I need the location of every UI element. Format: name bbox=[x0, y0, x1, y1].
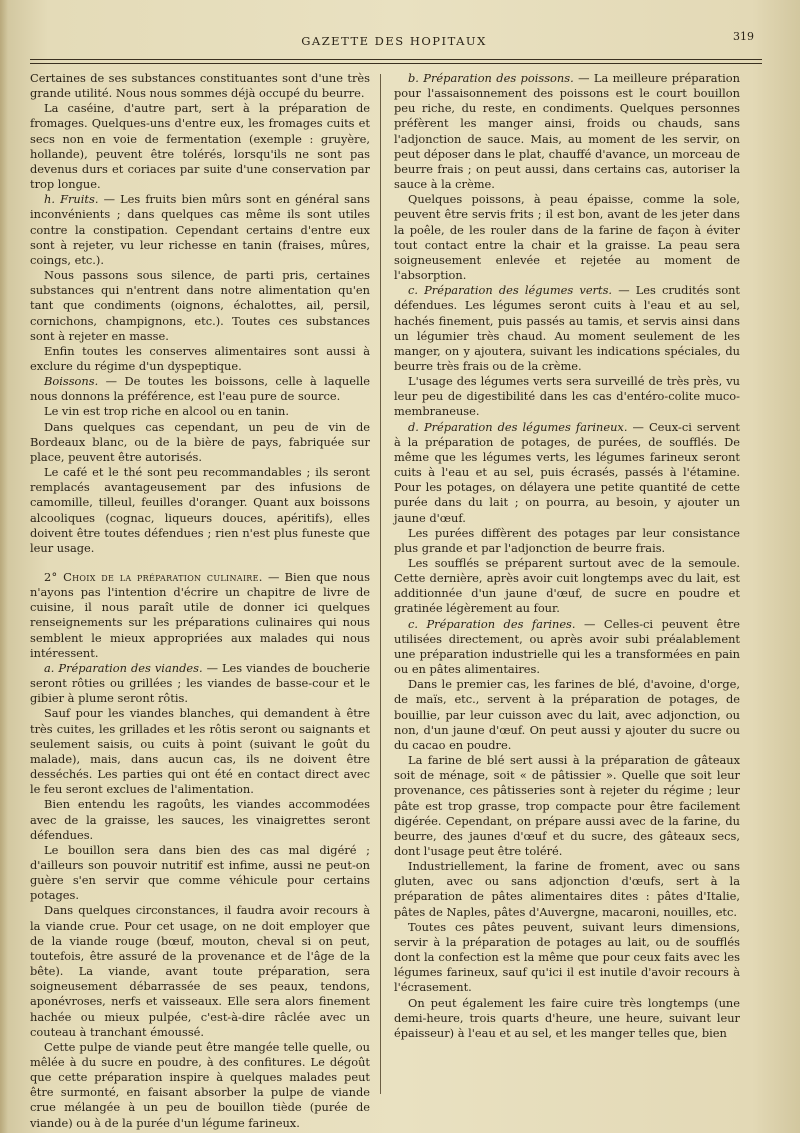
paragraph bbox=[30, 374, 370, 404]
paragraph bbox=[394, 283, 740, 374]
subsection-lead: h. Fruits. bbox=[44, 192, 99, 207]
paragraph: Toutes ces pâtes peuvent, suivant leurs dimensions, servir à la préparation de potages au lait, ou de soufflés dont la confection est la même que pour ceux faits avec les légumes farineux, sauf qu'ici il est inutile d'avoir recours à l'écrasement. bbox=[394, 919, 740, 995]
paragraph bbox=[394, 617, 740, 678]
paragraph bbox=[394, 420, 740, 526]
paragraph: Quelques poissons, à peau épaisse, comme la sole, peuvent être servis frits ; il est bon, avant de les jeter dans la poêle, de les rouler dans de la farine de façon à éviter tout contact entre la chair et la graisse. La peau sera soigneusement enlevée et rejetée au moment de l'absorption. bbox=[394, 192, 740, 283]
column-divider bbox=[380, 74, 381, 1094]
subsection-lead: b. Préparation des poissons. bbox=[408, 71, 574, 85]
paragraph: Le bouillon sera dans bien des cas mal digéré ; d'ailleurs son pouvoir nutritif est infime, aussi ne peut-on guère s'en servir que comme véhicule pour certains potages. bbox=[30, 842, 370, 903]
paragraph: La caséine, d'autre part, sert à la préparation de fromages. Quelques-uns d'entre eux, les fromages cuits et secs non en voie de fermentation (exemple : gruyère, hollande), peuvent être tolérés, lorsqu'ils ne sont pas devenus durs et coriaces par suite d'une conservation par trop longue. bbox=[30, 101, 370, 192]
paragraph bbox=[30, 661, 370, 706]
page-header bbox=[28, 30, 760, 52]
paragraph: On peut également les faire cuire très longtemps (une demi-heure, trois quarts d'heure, une heure, suivant leur épaisseur) à l'eau et au sel, et les manger telles que, bien bbox=[394, 995, 740, 1040]
paragraph: Les soufflés se préparent surtout avec de la semoule. Cette dernière, après avoir cuit longtemps avec du lait, est additionnée d'un jaune d'œuf, de sucre en poudre et gratinée légèrement au four. bbox=[394, 556, 740, 616]
header-rule bbox=[30, 59, 762, 60]
subsection-lead: a. Préparation des viandes. bbox=[44, 660, 203, 675]
paragraph: Le vin est trop riche en alcool ou en tanin. bbox=[44, 404, 290, 419]
subsection-lead: c. Préparation des légumes verts. bbox=[408, 283, 613, 298]
header-rule-thin bbox=[30, 63, 762, 64]
paragraph: La farine de blé sert aussi à la préparation de gâteaux soit de ménage, soit « de pâtissier ». Quelle que soit leur provenance, ces pâtisseries sont à rejeter du régime ; leur pâte est trop grasse, trop compacte pour être facilement digérée. Cependant, on prépare aussi avec de la farine, du beurre, des jaunes d'œuf et du sucre, des gâteaux secs, dont l'usage peut être toléré. bbox=[394, 753, 740, 858]
paragraph: Certaines de ses substances constituantes sont d'une très grande utilité. Nous nous sommes déjà occupé du beurre. bbox=[30, 71, 370, 101]
subsection-lead: d. Préparation des légumes farineux. bbox=[408, 419, 628, 434]
paragraph: Le café et le thé sont peu recommandables ; ils seront remplacés avantageusement par des infusions de camomille, tilleul, feuilles d'oranger. Quant aux boissons alcooliques (cognac, liqueurs douces, apéritifs), elles doivent être toutes défendues ; rien n'est plus funeste que leur usage. bbox=[30, 465, 370, 555]
paragraph-text: — Les crudités sont défendues. Les légumes seront cuits à l'eau et au sel, hachés finement, puis passés au tamis, et servis ainsi dans un légumier très chaud. Au moment seulement de les manger, on y ajoutera, suivant les indications spéciales, du beurre très frais ou de la crème. bbox=[394, 283, 741, 373]
subsection-lead: c. Préparation des farines. bbox=[408, 616, 576, 631]
paragraph: Sauf pour les viandes blanches, qui demandent à être très cuites, les grillades et les rôtis seront ou saignants et seulement saisis, ou cuits à point (suivant le goût du malade), mais, dans aucun cas, ils ne doivent être desséchés. Les parties qui ont été en contact direct avec le feu seront exclues de l'alimentation. bbox=[30, 706, 370, 797]
left-column bbox=[30, 71, 370, 1131]
paragraph: Les purées diffèrent des potages par leur consistance plus grande et par l'adjonction de beurre frais. bbox=[394, 525, 740, 555]
paragraph-text: — Les fruits bien mûrs sont en général sans inconvénients ; dans quelques cas même ils sont utiles contre la constipation. Cependant certains d'entre eux sont à rejeter, vu leur richesse en tanin (fraises, mûres, coings, etc.). bbox=[30, 192, 370, 267]
paragraph: Dans quelques cas cependant, un peu de vin de Bordeaux blanc, ou de la bière de pays, fabriquée sur place, peuvent être autorisés. bbox=[30, 419, 370, 464]
paragraph bbox=[30, 192, 370, 268]
journal-title: GAZETTE DES HOPITAUX bbox=[301, 34, 487, 48]
paragraph: Cette pulpe de viande peut être mangée telle quelle, ou mêlée à du sucre en poudre, à des confitures. Le dégoût que cette préparation inspire à quelques malades peut être surmonté, en faisant absorber la pulpe de viande crue mélangée à un peu de bouillon tiède (purée de viande) ou à de la purée d'un légume farineux. bbox=[30, 1039, 370, 1130]
paragraph: Industriellement, la farine de froment, avec ou sans gluten, avec ou sans adjonction d'œufs, sert à la préparation de pâtes alimentaires dites : pâtes d'Italie, pâtes de Naples, pâtes d'Auvergne, macaroni, nouilles, etc. bbox=[394, 859, 740, 919]
paragraph bbox=[394, 71, 740, 192]
paragraph-text: — La meilleure préparation pour l'assaisonnement des poissons est le court bouillon peu riche, du reste, en condiments. Quelques personnes préfèrent les manger ainsi, froids ou chauds, sans l'adjonction de sauce. Mais, au moment de les servir, on peut déposer dans le plat, chauffé d'avance, un morceau de beurre frais ; on peut aussi, dans certains cas, autoriser la sauce à la crème. bbox=[394, 71, 740, 192]
paragraph: L'usage des légumes verts sera surveillé de très près, vu leur peu de digestibilité dans les cas d'entéro-colite muco-membraneuse. bbox=[394, 374, 740, 419]
paragraph-text: — De toutes les boissons, celle à laquelle nous donnons la préférence, est l'eau pure de source. bbox=[30, 374, 370, 404]
paragraph bbox=[30, 570, 370, 661]
paragraph-text: — Ceux-ci servent à la préparation de potages, de purées, de soufflés. De même que les légumes verts, les légumes farineux seront cuits à l'eau et au sel, puis écrasés, passés à l'étamine. Pour les potages, on délayera une petite quantité de cette purée dans du lait ; on pourra, au besoin, y ajouter un jaune d'œuf. bbox=[394, 419, 740, 525]
paragraph: Dans quelques circonstances, il faudra avoir recours à la viande crue. Pour cet usage, on ne doit employer que de la viande rouge (bœuf, mouton, cheval si on peut, toutefois, être assuré de la provenance et de l'âge de la bête). La viande, avant toute préparation, sera soigneusement débarrassée de ses peaux, tendons, aponévroses, nerfs et vaisseaux. Elle sera alors finement hachée ou mieux pulpée, c'est-à-dire râclée avec un couteau à tranchant émoussé. bbox=[30, 903, 370, 1039]
page-edge-shadow bbox=[0, 0, 8, 1133]
paragraph: Enfin toutes les conserves alimentaires sont aussi à exclure du régime d'un dyspeptique. bbox=[30, 343, 370, 373]
paragraph-text: — Celles-ci peuvent être utilisées directement, ou après avoir subi préalablement une préparation industrielle qui les a transformées en pain ou en pâtes alimentaires. bbox=[394, 616, 740, 677]
right-column bbox=[394, 71, 740, 1041]
paragraph-text: — Les viandes de boucherie seront rôties ou grillées ; les viandes de basse-cour et le gibier à plume seront rôtis. bbox=[30, 660, 370, 706]
paragraph: Bien entendu les ragoûts, les viandes accommodées avec de la graisse, les sauces, les vinaigrettes seront défendues. bbox=[30, 797, 370, 842]
subsection-lead: Boissons. bbox=[44, 374, 99, 389]
paragraph-text: — Bien que nous n'ayons pas l'intention d'écrire un chapitre de livre de cuisine, il nous paraît utile de donner ici quelques renseignements sur les préparations culinaires qui nous semblent le mieux appropriées aux malades qui nous intéressent. bbox=[30, 570, 370, 660]
paragraph: Dans le premier cas, les farines de blé, d'avoine, d'orge, de maïs, etc., servent à la préparation de potages, de bouillie, par leur cuisson avec du lait, avec adjonction, ou non, d'un jaune d'œuf. On peut aussi y ajouter du sucre ou du cacao en poudre. bbox=[394, 677, 740, 752]
section-heading: 2° Choix de la préparation culinaire. bbox=[44, 570, 263, 584]
page-number: 319 bbox=[733, 30, 754, 43]
paragraph: Nous passons sous silence, de parti pris, certaines substances qui n'entrent dans notre alimentation qu'en tant que condiments (oignons, échalottes, ail, persil, cornichons, champignons, etc.). Toutes ces substances sont à rejeter en masse. bbox=[30, 268, 370, 343]
